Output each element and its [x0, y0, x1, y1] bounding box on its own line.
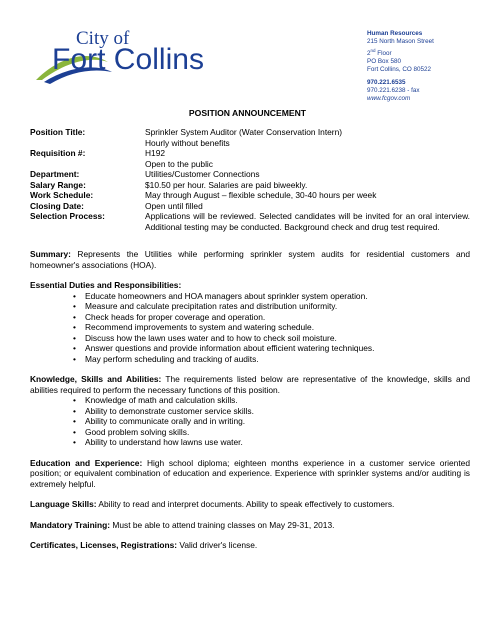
list-item: • Recommend improvements to system and watering schedule. — [85, 322, 470, 333]
field-value: May through August – flexible schedule, 30-40 hours per week — [145, 190, 377, 200]
field-value: $10.50 per hour. Salaries are paid biweekly. — [145, 179, 308, 190]
field-value: Utilities/Customer Connections — [145, 169, 260, 179]
address-phone: 970.221.6535 — [367, 78, 406, 86]
field-row — [30, 169, 470, 180]
field-row — [30, 190, 470, 201]
duties-list — [30, 291, 470, 365]
field-value: H192 — [145, 148, 166, 158]
summary-text: Represents the Utilities while performing sprinkler system audits for residential customers and homeowner's associations (HOA). — [30, 249, 470, 270]
summary-label: Summary: — [30, 249, 71, 259]
field-value: Open until filled — [145, 200, 203, 211]
training-paragraph — [30, 520, 470, 531]
list-item: • Measure and calculate precipitation rates and distribution uniformity. — [85, 301, 470, 312]
field-value: Applications will be reviewed. Selected candidates will be invited for an oral interview. Additional testing may be conducted. Background check and drug test required. — [145, 211, 470, 232]
field-label: Work Schedule: — [30, 190, 94, 200]
address-city: Fort Collins, CO 80522 — [367, 66, 432, 74]
field-value: Sprinkler System Auditor (Water Conservation Intern) — [145, 127, 343, 137]
address-dept: Human Resources — [367, 30, 423, 37]
certs-label: Certificates, Licenses, Registrations: — [30, 540, 178, 550]
floor-number: 2 — [367, 49, 371, 57]
field-value: Open to the public — [145, 158, 213, 169]
address-web-link[interactable]: www.fcgov.com — [367, 95, 411, 103]
field-row — [30, 148, 470, 159]
field-label: Position Title: — [30, 127, 86, 137]
address-block — [367, 30, 487, 103]
list-item: • Check heads for proper coverage and operation. — [85, 312, 470, 323]
field-label — [30, 159, 145, 170]
ksa-list — [30, 395, 470, 448]
list-item: • Ability to communicate orally and in writing. — [85, 416, 470, 427]
city-logo — [30, 22, 205, 86]
list-item: • Ability to demonstrate customer service skills. — [85, 406, 470, 417]
address-street: 215 North Mason Street — [367, 38, 434, 46]
ksa-text: The requirements listed below are representative of the knowledge, skills and abilities required to perform the necessary functions of this position. — [30, 374, 470, 395]
language-text: Ability to read and interpret documents. Ability to speak effectively to customers. — [96, 499, 395, 509]
duties-heading: Essential Duties and Responsibilities: — [30, 280, 182, 290]
field-row — [30, 127, 470, 138]
document-body — [30, 127, 470, 551]
position-fields — [30, 127, 470, 232]
field-row — [30, 138, 470, 149]
certs-text: Valid driver's license. — [177, 540, 258, 550]
training-text: Must be able to attend training classes on May 29-31, 2013. — [110, 519, 335, 530]
field-label: Salary Range: — [30, 179, 86, 190]
page-title: POSITION ANNOUNCEMENT — [188, 108, 307, 118]
list-item: • Discuss how the lawn uses water and to how to check soil moisture. — [85, 333, 470, 344]
floor-word: Floor — [375, 49, 392, 57]
field-value: Hourly without benefits — [145, 137, 230, 148]
list-item: • Educate homeowners and HOA managers about sprinkler system operation. — [85, 291, 470, 302]
field-row — [30, 180, 470, 191]
field-row — [30, 211, 470, 232]
education-text: High school diploma; eighteen months experience in a customer service oriented position; or equivalent combination of education and experience. Experience with sprinkler systems and/or auditing is extremely helpful. — [30, 457, 470, 489]
logo-fort-collins: Fort Collins — [52, 43, 204, 76]
language-paragraph — [30, 499, 470, 510]
field-label — [30, 138, 145, 149]
list-item: • Ability to understand how lawns use water. — [85, 437, 470, 448]
field-row — [30, 201, 470, 212]
education-paragraph — [30, 458, 470, 490]
field-label: Selection Process: — [30, 211, 105, 221]
address-pobox: PO Box 580 — [367, 57, 401, 65]
training-label: Mandatory Training: — [30, 519, 111, 530]
field-label: Closing Date: — [30, 200, 84, 211]
language-label: Language Skills: — [30, 499, 97, 509]
field-label: Requisition #: — [30, 148, 86, 158]
list-item: • Knowledge of math and calculation skills. — [85, 395, 470, 406]
list-item: • Good problem solving skills. — [85, 427, 470, 438]
address-floor — [367, 47, 487, 58]
list-item: • Answer questions and provide information about efficient watering techniques. — [85, 343, 470, 354]
certs-paragraph — [30, 540, 470, 551]
field-row — [30, 159, 470, 170]
logo-city-of: City of — [76, 28, 130, 49]
summary-paragraph — [30, 249, 470, 270]
floor-suffix: nd — [370, 47, 376, 53]
ksa-label: Knowledge, Skills and Abilities: — [30, 374, 162, 384]
field-label: Department: — [30, 169, 80, 179]
education-label: Education and Experience: — [30, 457, 143, 468]
ksa-paragraph — [30, 374, 470, 395]
list-item: • May perform scheduling and tracking of audits. — [85, 354, 470, 365]
address-fax: 970.221.6238 - fax — [367, 86, 420, 94]
